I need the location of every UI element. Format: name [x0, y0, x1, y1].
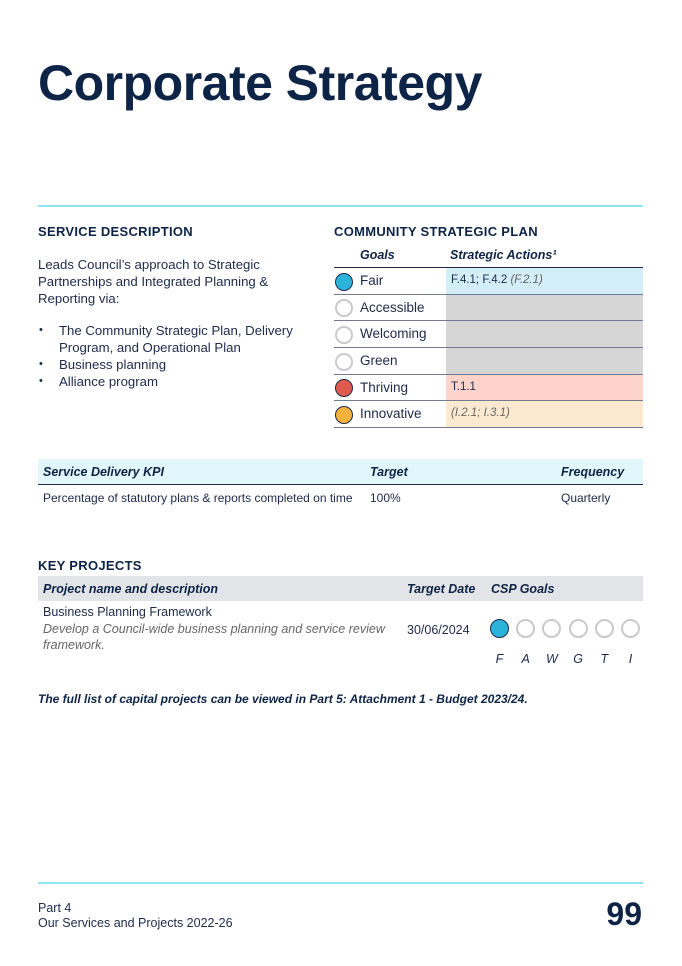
- csp-col-goals: Goals: [360, 248, 395, 262]
- csp-goal-indicator-icon: [595, 619, 614, 638]
- goal-name: Innovative: [360, 406, 422, 422]
- projects-table-header: [38, 576, 643, 601]
- divider-top: [38, 205, 643, 207]
- strategic-action: T.1.1: [451, 380, 476, 393]
- csp-goal-letter: I: [628, 652, 633, 666]
- csp-table: [334, 244, 643, 428]
- list-item: • Business planning: [38, 356, 308, 373]
- project-name: Business Planning Framework: [43, 605, 212, 619]
- kpi-description: Percentage of statutory plans & reports completed on time: [43, 491, 353, 505]
- csp-goal-indicator-icon: [621, 619, 640, 638]
- csp-goal-indicator-icon: [569, 619, 588, 638]
- goal-name: Green: [360, 353, 398, 369]
- footer-part: Part 4: [38, 901, 72, 915]
- service-description-list: [38, 322, 308, 390]
- goal-dot-icon: [335, 299, 353, 317]
- csp-goal-letter: F: [495, 652, 504, 666]
- csp-goal-indicator-icon: [516, 619, 535, 638]
- goal-name: Fair: [360, 273, 384, 288]
- goal-dot-icon: [335, 379, 353, 397]
- goal-name: Thriving: [360, 379, 409, 395]
- csp-row-accessible: [334, 295, 643, 322]
- project-target-date: 30/06/2024: [407, 623, 470, 637]
- page-number: 99: [606, 896, 642, 932]
- csp-table-header: [334, 244, 643, 268]
- csp-goal-letter: A: [521, 652, 530, 666]
- list-item: • Alliance program: [38, 373, 308, 390]
- footer-title: Our Services and Projects 2022-26: [38, 916, 233, 930]
- projects-col-goals: CSP Goals: [491, 582, 555, 596]
- strategic-actions-cell: [446, 348, 643, 374]
- kpi-col-frequency: Frequency: [561, 465, 625, 479]
- goal-dot-icon: [335, 406, 353, 424]
- list-item: • The Community Strategic Plan, Delivery Program, and Operational Plan: [38, 322, 308, 356]
- table-row: [38, 489, 643, 529]
- csp-goal-indicator-icon: [490, 619, 509, 638]
- kpi-table-header: [38, 459, 643, 485]
- kpi-frequency: Quarterly: [561, 491, 611, 505]
- strategic-actions-cell: [446, 401, 643, 427]
- strategic-action: F.4.1; F.4.2: [451, 274, 508, 286]
- goal-name: Welcoming: [360, 326, 427, 342]
- goal-dot-icon: [335, 353, 353, 371]
- project-description: Develop a Council-wide business planning and service review framework.: [43, 622, 385, 652]
- csp-col-actions: Strategic Actions¹: [450, 248, 557, 262]
- csp-row-welcoming: [334, 321, 643, 348]
- strategic-actions-cell: [446, 321, 643, 347]
- service-description-intro: Leads Council’s approach to Strategic Partnerships and Integrated Planning & Reporting via:: [38, 257, 269, 306]
- strategic-actions-cell: [446, 295, 643, 321]
- service-description-heading: SERVICE DESCRIPTION: [38, 224, 193, 239]
- strategic-action-secondary: (I.2.1; I.3.1): [451, 407, 510, 420]
- strategic-action-secondary: (F.2.1): [510, 274, 543, 286]
- strategic-actions-cell: [446, 375, 643, 401]
- project-goal-indicators: [490, 619, 640, 639]
- csp-row-innovative: [334, 401, 643, 428]
- kpi-target: 100%: [370, 491, 401, 505]
- csp-goal-indicator-icon: [542, 619, 561, 638]
- key-projects-heading: KEY PROJECTS: [38, 558, 142, 573]
- csp-row-thriving: [334, 375, 643, 402]
- projects-col-name: Project name and description: [43, 582, 219, 596]
- csp-goal-letter: T: [600, 652, 609, 666]
- strategic-actions-cell: [446, 268, 643, 294]
- kpi-col-kpi: Service Delivery KPI: [43, 465, 164, 479]
- divider-bottom: [38, 882, 643, 884]
- goal-dot-icon: [335, 273, 353, 291]
- csp-heading: COMMUNITY STRATEGIC PLAN: [334, 224, 538, 239]
- csp-goal-letter: G: [573, 652, 583, 666]
- capital-projects-note: The full list of capital projects can be viewed in Part 5: Attachment 1 - Budget 2023/24.: [38, 692, 528, 706]
- goal-dot-icon: [335, 326, 353, 344]
- csp-row-fair: [334, 268, 643, 295]
- project-goal-letters: [490, 652, 640, 668]
- csp-goal-letter: W: [545, 652, 558, 666]
- kpi-col-target: Target: [370, 465, 408, 479]
- csp-row-green: [334, 348, 643, 375]
- page-title: Corporate Strategy: [38, 55, 482, 111]
- projects-col-date: Target Date: [407, 582, 476, 596]
- goal-name: Accessible: [360, 299, 425, 315]
